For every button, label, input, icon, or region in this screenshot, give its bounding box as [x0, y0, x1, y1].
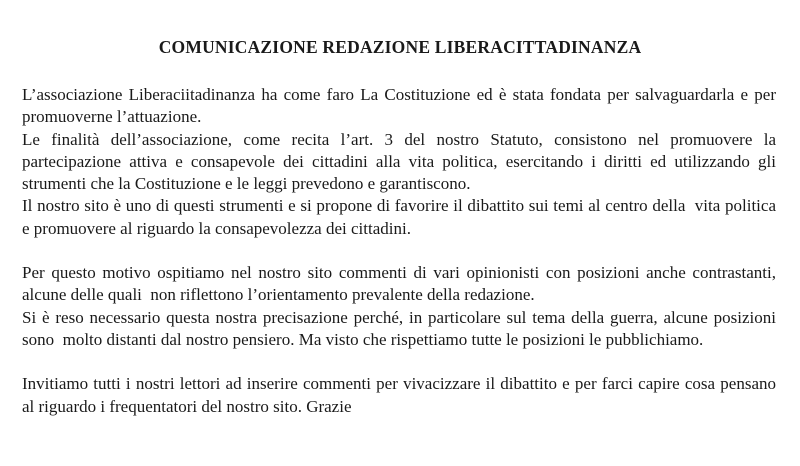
paragraph: Il nostro sito è uno di questi strumenti e si propone di favorire il dibattito sui temi al centro della vita politica e promuovere al riguardo la consapevolezza dei cittadini.	[22, 196, 781, 238]
paragraph-block-motivation	[22, 262, 781, 351]
paragraph-block-invitation	[22, 373, 781, 418]
paragraph: Si è reso necessario questa nostra precisazione perché, in particolare sul tema della guerra, alcune posizioni sono molto distanti dal nostro pensiero. Ma visto che rispettiamo tutte le posizioni le pubblichiamo.	[22, 307, 781, 349]
document-body	[0, 58, 800, 418]
paragraph-block-intro	[22, 84, 781, 240]
paragraph: Per questo motivo ospitiamo nel nostro sito commenti di vari opinionisti con posizioni anche contrastanti, alcune delle quali non riflettono l’orientamento prevalente della redazione.	[22, 263, 781, 305]
page-title: COMUNICAZIONE REDAZIONE LIBERACITTADINANZA	[158, 37, 642, 57]
paragraph: Invitiamo tutti i nostri lettori ad inserire commenti per vivacizzare il dibattito e per farci capire cosa pensano al riguardo i frequentatori del nostro sito. Grazie	[22, 374, 781, 416]
paragraph: Le finalità dell’associazione, come recita l’art. 3 del nostro Statuto, consistono nel promuovere la partecipazione attiva e consapevole dei cittadini alla vita politica, esercitando i diritti ed utilizzando gli strumenti che la Costituzione e le leggi prevedono e garantiscono.	[22, 129, 781, 194]
paragraph: L’associazione Liberaciitadinanza ha come faro La Costituzione ed è stata fondata per salvaguardarla e per promuoverne l’attuazione.	[22, 85, 781, 127]
